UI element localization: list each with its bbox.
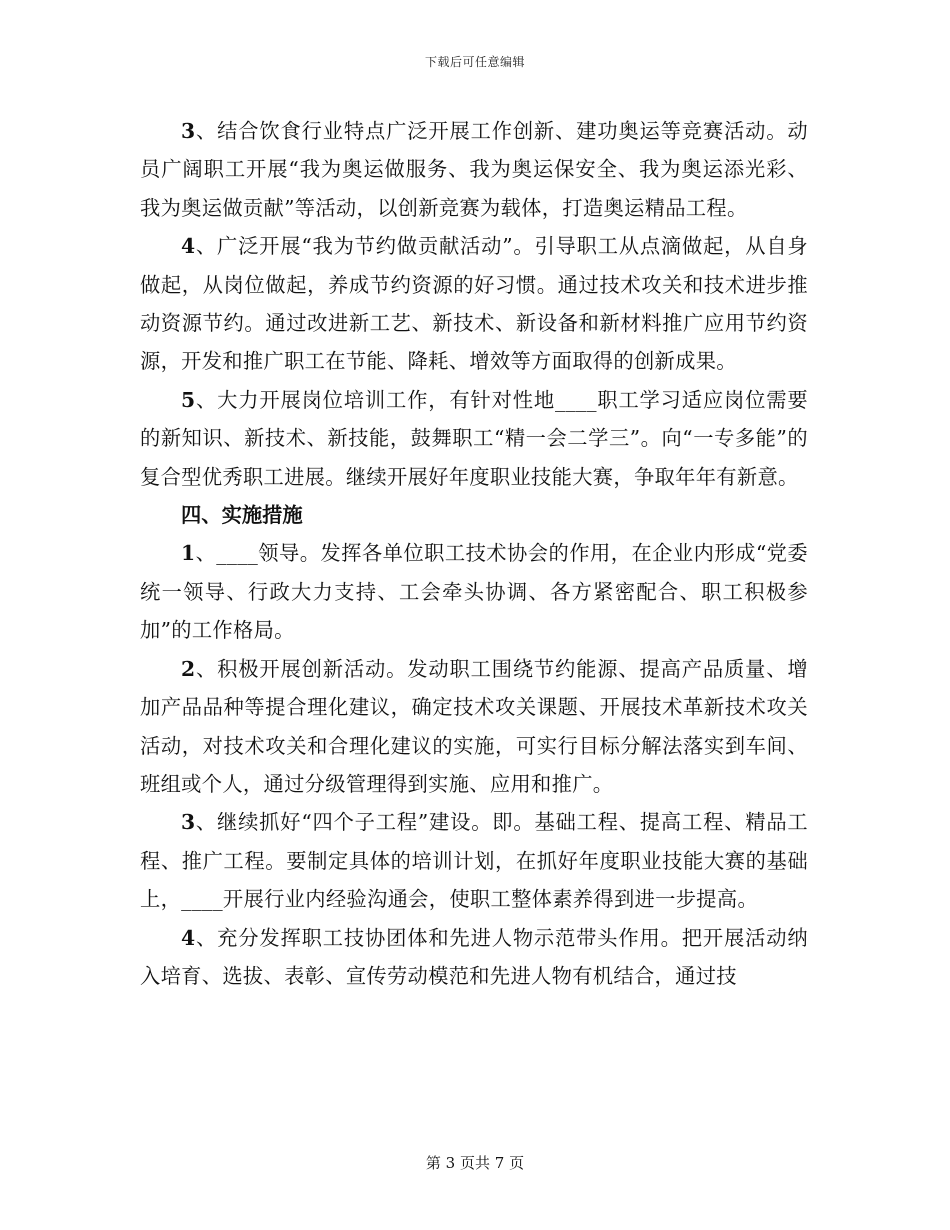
- document-body: [140, 112, 808, 995]
- paragraph-text: 、充分发挥职工技协团体和先进人物示范带头作用。把开展活动纳入培育、选拔、表彰、宣传劳动模范和先进人物有机结合，通过技: [140, 925, 808, 988]
- paragraph-number: 4: [181, 234, 196, 259]
- paragraph-text: 、继续抓好“四个子工程”建设。即。基础工程、提高工程、精品工程、推广工程。要制定具体的培训计划，在抓好年度职业技能大赛的基础上，____开展行业内经验沟通会，使职工整体素养得到进一步提高。: [140, 810, 808, 912]
- measure-2: [140, 650, 808, 804]
- paragraph-4: [140, 227, 808, 381]
- paragraph-text: 、广泛开展“我为节约做贡献活动”。引导职工从点滴做起，从自身做起，从岗位做起，养成节约资源的好习惯。通过技术攻关和技术进步推动资源节约。通过改进新工艺、新技术、新设备和新材料推广应用节约资源，开发和推广职工在节能、降耗、增效等方面取得的创新成果。: [140, 234, 808, 374]
- paragraph-number: 1: [181, 541, 196, 566]
- paragraph-5: [140, 381, 808, 496]
- section-heading: 四、实施措施: [181, 503, 303, 528]
- paragraph-number: 4: [181, 925, 196, 950]
- paragraph-number: 3: [181, 810, 196, 835]
- measure-1: [140, 534, 808, 649]
- page-header-note: 下载后可任意编辑: [424, 55, 525, 69]
- measure-4: [140, 919, 808, 996]
- paragraph-number: 2: [181, 656, 196, 681]
- page-number-footer: 第 3 页共 7 页: [425, 1154, 525, 1172]
- paragraph-text: 、大力开展岗位培训工作，有针对性地____职工学习适应岗位需要的新知识、新技术、新技能，鼓舞职工“精一会二学三”。向“一专多能”的复合型优秀职工进展。继续开展好年度职业技能大赛，争取年年有新意。: [140, 387, 808, 489]
- measure-3: [140, 803, 808, 918]
- paragraph-number: 3: [181, 119, 196, 143]
- paragraph-text: 、结合饮食行业特点广泛开展工作创新、建功奥运等竞赛活动。动员广阔职工开展“我为奥运做服务、我为奥运保安全、我为奥运添光彩、我为奥运做贡献”等活动，以创新竞赛为载体，打造奥运精品工程。: [140, 119, 808, 220]
- paragraph-text: 、积极开展创新活动。发动职工围绕节约能源、提高产品质量、增加产品品种等提合理化建议，确定技术攻关课题、开展技术革新技术攻关活动，对技术攻关和合理化建议的实施，可实行目标分解法落实到车间、班组或个人，通过分级管理得到实施、应用和推广。: [140, 656, 808, 796]
- paragraph-text: 、____领导。发挥各单位职工技术协会的作用，在企业内形成“党委统一领导、行政大力支持、工会牵头协调、各方紧密配合、职工积极参加”的工作格局。: [140, 541, 808, 643]
- paragraph-3: [140, 112, 808, 227]
- paragraph-number: 5: [181, 387, 196, 412]
